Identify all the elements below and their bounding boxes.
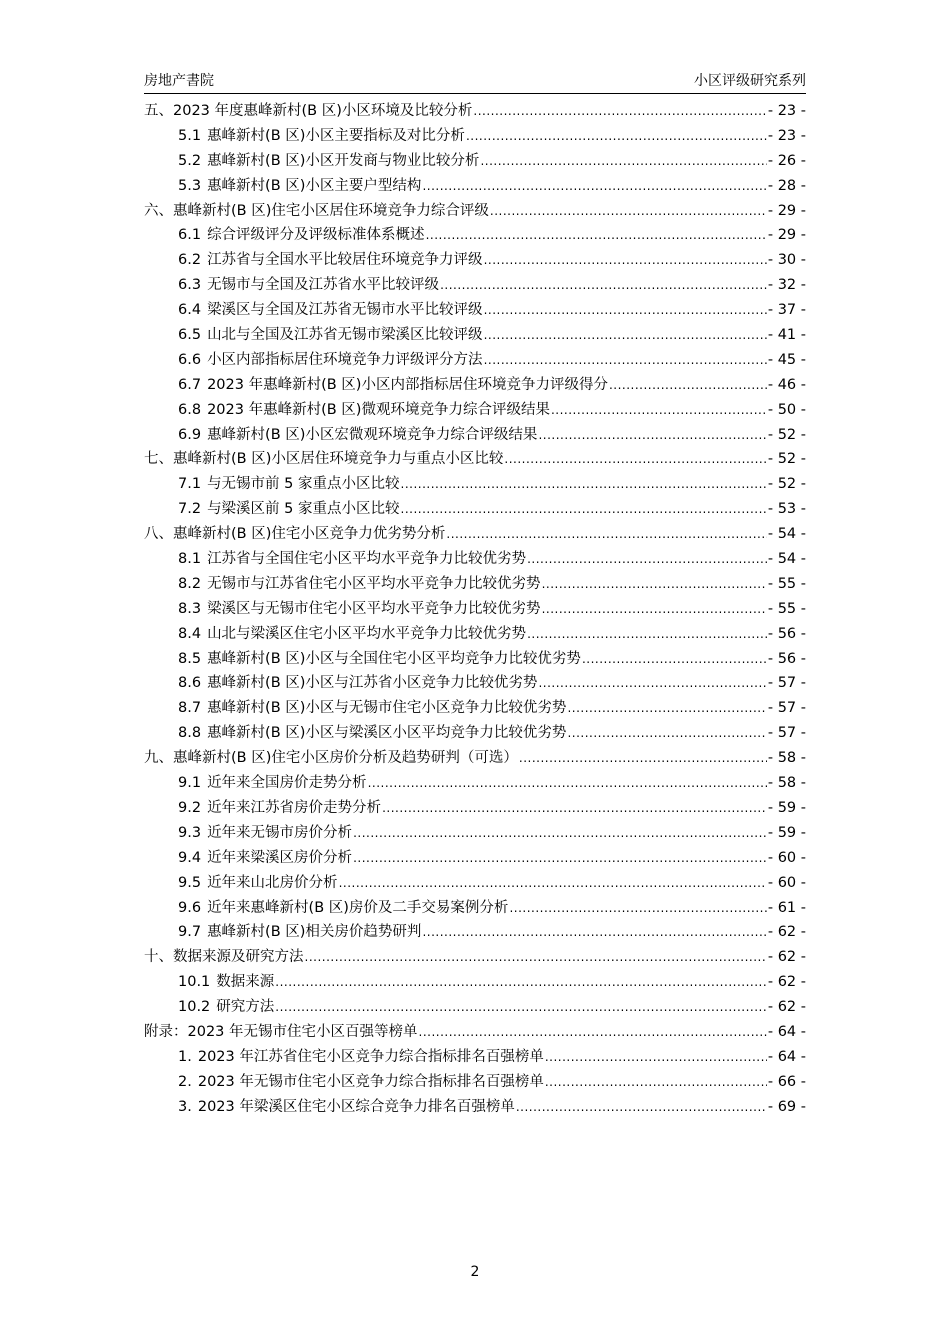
toc-leader-dots: [422, 179, 766, 193]
toc-entry[interactable]: [144, 472, 806, 497]
toc-leader-dots: [484, 253, 767, 267]
toc-entry-title: 近年来无锡市房价分析: [207, 824, 353, 841]
toc-entry-title: 惠峰新村(B 区)小区与江苏省小区竞争力比较优劣势: [207, 675, 538, 692]
toc-entry-page: - 29 -: [767, 227, 806, 244]
toc-entry-title: 惠峰新村(B 区)小区主要户型结构: [207, 177, 422, 194]
toc-entry[interactable]: [144, 597, 806, 622]
toc-leader-dots: [339, 876, 767, 890]
toc-entry-title: 山北与全国及江苏省无锡市梁溪区比较评级: [207, 327, 483, 344]
toc-entry-page: - 66 -: [767, 1073, 806, 1090]
toc-entry-text: [178, 871, 338, 892]
toc-entry[interactable]: [144, 920, 806, 945]
toc-leader-dots: [551, 403, 767, 417]
toc-leader-dots: [516, 1100, 767, 1114]
toc-entry-page: - 56 -: [767, 650, 806, 667]
toc-entry-page: - 45 -: [767, 351, 806, 368]
toc-entry-page: - 60 -: [767, 874, 806, 891]
toc-leader-dots: [538, 428, 766, 442]
toc-leader-dots: [484, 328, 767, 342]
toc-entry-title: 五、2023 年度惠峰新村(B 区)小区环境及比较分析: [144, 103, 473, 119]
toc-entry-page: - 69 -: [767, 1098, 806, 1115]
toc-entry-text: [178, 796, 381, 817]
toc-entry-text: [144, 1020, 418, 1041]
toc-leader-dots: [527, 552, 767, 566]
toc-leader-dots: [353, 851, 767, 865]
toc-entry-number: 6.5: [178, 327, 202, 344]
toc-leader-dots: [582, 652, 767, 666]
toc-entry-title: 2023 年江苏省住宅小区竞争力综合指标排名百强榜单: [197, 1048, 544, 1065]
toc-entry-number: 5.1: [178, 127, 202, 144]
toc-entry-text: [144, 99, 472, 120]
toc-entry[interactable]: [144, 199, 806, 224]
toc-entry-page: - 64 -: [767, 1048, 806, 1065]
toc-leader-dots: [275, 1000, 767, 1014]
toc-entry[interactable]: [144, 896, 806, 921]
toc-entry-title: 与无锡市前 5 家重点小区比较: [207, 476, 400, 493]
toc-entry-number: 9.6: [178, 899, 202, 916]
toc-entry-title: 无锡市与江苏省住宅小区平均水平竞争力比较优劣势: [207, 575, 541, 592]
toc-entry-text: [178, 920, 421, 941]
toc-entry-page: - 58 -: [767, 775, 806, 792]
toc-entry-text: [178, 248, 483, 269]
toc-entry-page: - 52 -: [767, 451, 806, 468]
toc-entry-title: 惠峰新村(B 区)小区宏微观环境竞争力综合评级结果: [207, 426, 538, 443]
toc-leader-dots: [567, 726, 766, 740]
toc-entry-text: [178, 597, 541, 618]
toc-leader-dots: [545, 1075, 767, 1089]
toc-entry-text: [144, 447, 503, 468]
header-right-title: 小区评级研究系列: [694, 73, 806, 89]
toc-entry-text: [178, 124, 465, 145]
toc-entry-text: [178, 771, 367, 792]
toc-entry-page: - 29 -: [767, 202, 806, 219]
toc-entry-number: 9.3: [178, 824, 202, 841]
toc-leader-dots: [440, 278, 767, 292]
toc-entry-page: - 23 -: [767, 103, 806, 119]
toc-entry-number: 9.4: [178, 849, 202, 866]
toc-entry-text: [178, 298, 483, 319]
toc-entry[interactable]: [144, 721, 806, 746]
toc-entry-page: - 62 -: [767, 999, 806, 1016]
toc-entry-title: 研究方法: [216, 999, 275, 1016]
toc-leader-dots: [542, 577, 767, 591]
toc-leader-dots: [490, 204, 767, 218]
toc-entry[interactable]: [144, 970, 806, 995]
toc-leader-dots: [484, 353, 767, 367]
toc-entry-number: 9.5: [178, 874, 202, 891]
toc-entry-page: - 23 -: [767, 127, 806, 144]
toc-entry-title: 江苏省与全国住宅小区平均水平竞争力比较优劣势: [207, 551, 527, 568]
toc-entry[interactable]: [144, 622, 806, 647]
toc-entry-title: 八、惠峰新村(B 区)住宅小区竞争力优劣势分析: [144, 526, 446, 543]
toc-entry-text: [144, 199, 489, 220]
toc-entry-title: 惠峰新村(B 区)小区与梁溪区小区平均竞争力比较优劣势: [207, 725, 567, 742]
toc-leader-dots: [542, 602, 767, 616]
toc-leader-dots: [275, 975, 767, 989]
toc-entry-number: 8.7: [178, 700, 202, 717]
toc-entry-number: 8.3: [178, 600, 202, 617]
toc-entry[interactable]: [144, 821, 806, 846]
toc-entry[interactable]: [144, 796, 806, 821]
toc-entry-text: [178, 472, 400, 493]
toc-entry[interactable]: [144, 248, 806, 273]
toc-entry-title: 近年来惠峰新村(B 区)房价及二手交易案例分析: [207, 899, 509, 916]
toc-entry-page: - 50 -: [767, 401, 806, 418]
toc-entry-title: 七、惠峰新村(B 区)小区居住环境竞争力与重点小区比较: [144, 451, 504, 468]
toc-entry-page: - 53 -: [767, 501, 806, 518]
toc-entry-title: 2023 年惠峰新村(B 区)小区内部指标居住环境竞争力评级得分: [207, 376, 608, 393]
toc-entry-page: - 61 -: [767, 899, 806, 916]
toc-leader-dots: [426, 228, 767, 242]
toc-entry[interactable]: [144, 497, 806, 522]
toc-entry-text: [144, 945, 304, 966]
toc-entry[interactable]: [144, 522, 806, 547]
toc-entry-number: 8.5: [178, 650, 202, 667]
toc-entry-number: 6.2: [178, 252, 202, 269]
toc-entry[interactable]: [144, 149, 806, 174]
toc-entry-text: [178, 647, 581, 668]
toc-entry-page: - 58 -: [767, 750, 806, 767]
toc-entry-text: [178, 721, 566, 742]
toc-leader-dots: [305, 950, 767, 964]
toc-entry-page: - 55 -: [767, 575, 806, 592]
toc-leader-dots: [538, 676, 766, 690]
toc-entry-number: 6.6: [178, 351, 202, 368]
toc-entry[interactable]: [144, 746, 806, 771]
toc-entry-number: 6.7: [178, 376, 202, 393]
toc-entry-page: - 46 -: [767, 376, 806, 393]
toc-leader-dots: [504, 452, 766, 466]
toc-entry[interactable]: [144, 398, 806, 423]
toc-entry-text: [144, 522, 445, 543]
toc-entry-text: [178, 174, 421, 195]
toc-entry-text: [178, 373, 608, 394]
toc-entry-number: 6.4: [178, 302, 202, 319]
toc-entry-number: 7.2: [178, 501, 202, 518]
toc-entry-page: - 60 -: [767, 849, 806, 866]
toc-entry-page: - 56 -: [767, 625, 806, 642]
toc-entry-page: - 30 -: [767, 252, 806, 269]
toc-entry-page: - 55 -: [767, 600, 806, 617]
toc-entry-number: 9.1: [178, 775, 202, 792]
toc-entry[interactable]: [144, 671, 806, 696]
toc-entry-number: 8.8: [178, 725, 202, 742]
toc-entry-text: [178, 1045, 544, 1066]
toc-entry[interactable]: [144, 846, 806, 871]
toc-entry-title: 惠峰新村(B 区)小区开发商与物业比较分析: [207, 152, 480, 169]
toc-entry-text: [178, 896, 508, 917]
toc-entry-number: 6.9: [178, 426, 202, 443]
toc-entry-page: - 54 -: [767, 551, 806, 568]
toc-entry-title: 近年来全国房价走势分析: [207, 775, 367, 792]
toc-entry[interactable]: [144, 547, 806, 572]
toc-entry-title: 近年来江苏省房价走势分析: [207, 799, 382, 816]
toc-entry-number: 8.6: [178, 675, 202, 692]
toc-leader-dots: [545, 1050, 767, 1064]
toc-leader-dots: [368, 776, 767, 790]
toc-entry-number: 8.4: [178, 625, 202, 642]
toc-entry-text: [178, 622, 526, 643]
toc-entry-number: 8.1: [178, 551, 202, 568]
toc-leader-dots: [466, 129, 767, 143]
toc-leader-dots: [419, 1025, 767, 1039]
toc-leader-dots: [484, 303, 767, 317]
toc-leader-dots: [480, 154, 766, 168]
toc-entry-title: 梁溪区与全国及江苏省无锡市水平比较评级: [207, 302, 483, 319]
toc-entry-title: 与梁溪区前 5 家重点小区比较: [207, 501, 400, 518]
toc-entry-title: 2023 年无锡市住宅小区竞争力综合指标排名百强榜单: [197, 1073, 544, 1090]
toc-entry-number: 10.2: [178, 999, 211, 1016]
toc-entry-title: 惠峰新村(B 区)小区与全国住宅小区平均竞争力比较优劣势: [207, 650, 581, 667]
toc-entry-page: - 59 -: [767, 824, 806, 841]
toc-entry-title: 数据来源: [216, 974, 275, 991]
toc-entry-number: 7.1: [178, 476, 202, 493]
toc-entry-title: 江苏省与全国水平比较居住环境竞争力评级: [207, 252, 483, 269]
toc-entry-page: - 41 -: [767, 327, 806, 344]
toc-entry-page: - 57 -: [767, 700, 806, 717]
toc-leader-dots: [422, 925, 766, 939]
toc-entry-title: 惠峰新村(B 区)小区主要指标及对比分析: [207, 127, 465, 144]
toc-entry[interactable]: [144, 1020, 806, 1045]
toc-entry-number: 6.1: [178, 227, 202, 244]
toc-entry-number: 6.8: [178, 401, 202, 418]
toc-entry[interactable]: [144, 696, 806, 721]
toc-entry[interactable]: [144, 447, 806, 472]
toc-leader-dots: [446, 527, 766, 541]
toc-entry-page: - 52 -: [767, 476, 806, 493]
toc-entry-title: 九、惠峰新村(B 区)住宅小区房价分析及趋势研判（可选）: [144, 750, 518, 767]
toc-entry[interactable]: [144, 298, 806, 323]
toc-entry-page: - 64 -: [767, 1023, 806, 1040]
toc-entry-page: - 52 -: [767, 426, 806, 443]
page-number: 2: [470, 1264, 480, 1280]
toc-entry-number: 1.: [178, 1048, 192, 1065]
toc-entry-page: - 62 -: [767, 924, 806, 941]
toc-leader-dots: [401, 477, 767, 491]
toc-entry-number: 8.2: [178, 575, 202, 592]
toc-entry[interactable]: [144, 572, 806, 597]
toc-entry[interactable]: [144, 223, 806, 248]
toc-entry-number: 10.1: [178, 974, 211, 991]
toc-entry[interactable]: [144, 871, 806, 896]
toc-entry-title: 近年来梁溪区房价分析: [207, 849, 353, 866]
toc-entry-text: [178, 423, 537, 444]
toc-entry[interactable]: [144, 99, 806, 124]
toc-leader-dots: [401, 502, 767, 516]
toc-entry[interactable]: [144, 1095, 806, 1120]
toc-entry[interactable]: [144, 1070, 806, 1095]
toc-entry-text: [178, 547, 526, 568]
toc-entry[interactable]: [144, 124, 806, 149]
table-of-contents: [144, 99, 806, 1120]
toc-entry[interactable]: [144, 995, 806, 1020]
toc-entry[interactable]: [144, 323, 806, 348]
toc-entry-title: 附录：2023 年无锡市住宅小区百强等榜单: [144, 1023, 418, 1040]
toc-entry-title: 2023 年梁溪区住宅小区综合竞争力排名百强榜单: [197, 1098, 515, 1115]
toc-entry-page: - 37 -: [767, 302, 806, 319]
toc-entry-text: [178, 1070, 544, 1091]
toc-entry-text: [178, 970, 274, 991]
toc-entry[interactable]: [144, 423, 806, 448]
toc-entry-page: - 54 -: [767, 526, 806, 543]
toc-entry[interactable]: [144, 945, 806, 970]
toc-entry-page: - 62 -: [767, 949, 806, 966]
toc-entry-title: 近年来山北房价分析: [207, 874, 338, 891]
page-header: [144, 68, 806, 94]
toc-entry-text: [178, 323, 483, 344]
toc-entry-title: 山北与梁溪区住宅小区平均水平竞争力比较优劣势: [207, 625, 527, 642]
toc-entry-number: 9.7: [178, 924, 202, 941]
toc-entry-number: 9.2: [178, 799, 202, 816]
toc-entry-text: [178, 497, 400, 518]
toc-entry-page: - 32 -: [767, 277, 806, 294]
toc-entry-number: 5.2: [178, 152, 202, 169]
toc-entry[interactable]: [144, 1045, 806, 1070]
toc-entry-text: [178, 149, 479, 170]
toc-entry-number: 3.: [178, 1098, 192, 1115]
toc-leader-dots: [519, 751, 767, 765]
toc-leader-dots: [527, 627, 767, 641]
toc-entry-title: 小区内部指标居住环境竞争力评级评分方法: [207, 351, 483, 368]
toc-entry-number: 2.: [178, 1073, 192, 1090]
toc-entry-number: 6.3: [178, 277, 202, 294]
toc-entry-title: 综合评级评分及评级标准体系概述: [207, 227, 425, 244]
toc-entry[interactable]: [144, 273, 806, 298]
toc-entry-title: 2023 年惠峰新村(B 区)微观环境竞争力综合评级结果: [207, 401, 550, 418]
header-left-title: 房地产書院: [144, 73, 214, 89]
toc-entry[interactable]: [144, 174, 806, 199]
toc-entry-text: [178, 572, 541, 593]
toc-entry-text: [178, 671, 537, 692]
toc-leader-dots: [353, 826, 767, 840]
toc-entry-page: - 59 -: [767, 799, 806, 816]
toc-entry-page: - 62 -: [767, 974, 806, 991]
toc-entry-number: 5.3: [178, 177, 202, 194]
toc-entry-title: 六、惠峰新村(B 区)住宅小区居住环境竞争力综合评级: [144, 202, 489, 219]
toc-leader-dots: [509, 901, 766, 915]
toc-entry-text: [178, 696, 566, 717]
toc-entry[interactable]: [144, 647, 806, 672]
toc-entry-text: [178, 348, 483, 369]
toc-entry-title: 惠峰新村(B 区)相关房价趋势研判: [207, 924, 422, 941]
toc-entry[interactable]: [144, 348, 806, 373]
toc-entry-title: 惠峰新村(B 区)小区与无锡市住宅小区竞争力比较优劣势: [207, 700, 567, 717]
toc-entry-title: 十、数据来源及研究方法: [144, 949, 304, 966]
toc-entry-text: [178, 398, 550, 419]
toc-entry-page: - 57 -: [767, 675, 806, 692]
toc-entry-text: [144, 746, 518, 767]
toc-leader-dots: [609, 378, 767, 392]
toc-leader-dots: [382, 801, 767, 815]
toc-entry-text: [178, 273, 439, 294]
toc-entry-page: - 28 -: [767, 177, 806, 194]
toc-entry-text: [178, 995, 274, 1016]
toc-entry-text: [178, 821, 352, 842]
toc-entry-text: [178, 1095, 515, 1116]
toc-entry[interactable]: [144, 771, 806, 796]
toc-entry-text: [178, 846, 352, 867]
toc-leader-dots: [473, 104, 766, 118]
toc-entry[interactable]: [144, 373, 806, 398]
toc-leader-dots: [567, 701, 766, 715]
toc-entry-title: 梁溪区与无锡市住宅小区平均水平竞争力比较优劣势: [207, 600, 541, 617]
toc-entry-page: - 57 -: [767, 725, 806, 742]
toc-entry-title: 无锡市与全国及江苏省水平比较评级: [207, 277, 440, 294]
toc-entry-text: [178, 223, 425, 244]
toc-entry-page: - 26 -: [767, 152, 806, 169]
